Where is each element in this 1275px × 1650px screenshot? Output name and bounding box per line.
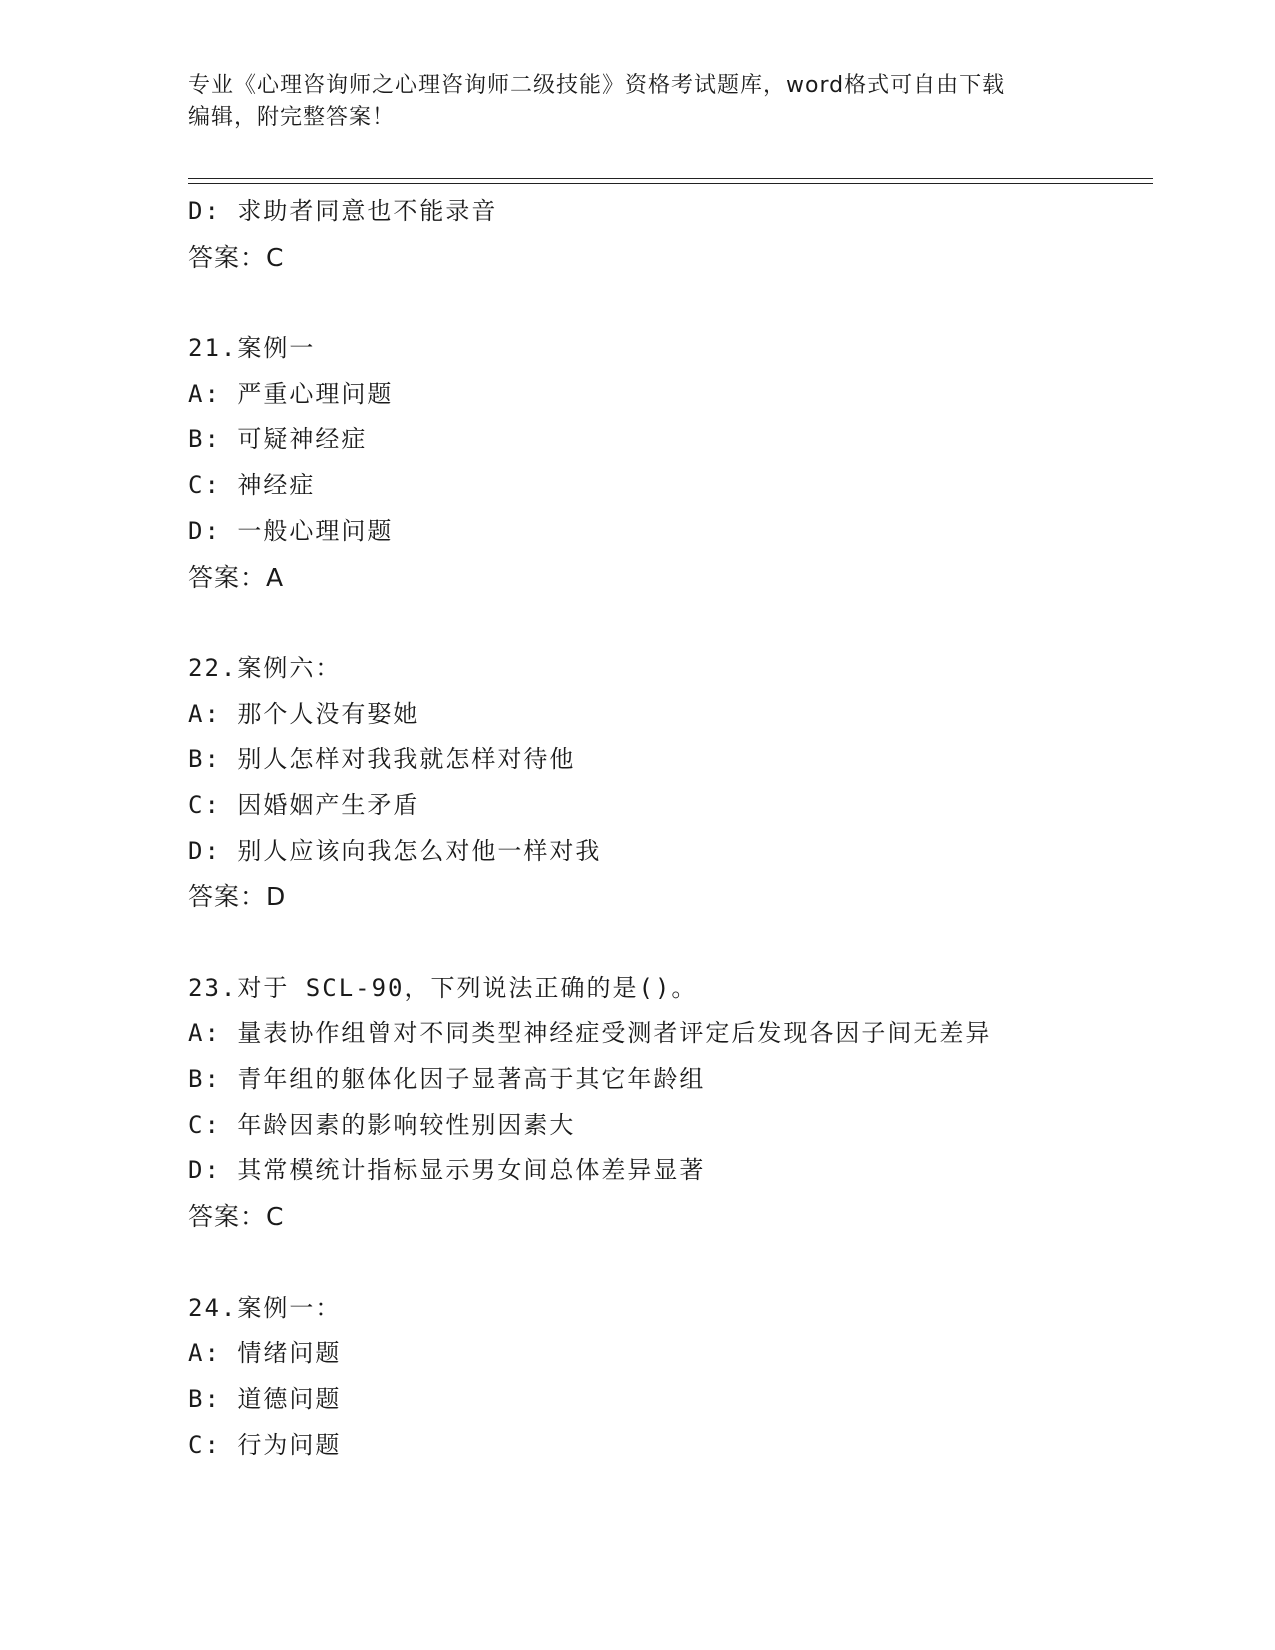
option-c: C: 年龄因素的影响较性别因素大 <box>188 1110 576 1139</box>
answer-line: 答案：D <box>188 882 287 912</box>
option-b: B: 青年组的躯体化因子显著高于其它年龄组 <box>188 1065 706 1094</box>
option-d: D: 求助者同意也不能录音 <box>188 197 498 225</box>
option-a: A: 量表协作组曾对不同类型神经症受测者评定后发现各因子间无差异 <box>188 1019 992 1048</box>
option-b: B: 道德问题 <box>188 1384 342 1413</box>
answer-line: 答案：A <box>188 562 285 592</box>
header-divider-bottom <box>188 183 1153 184</box>
question-stem: 24.案例一： <box>188 1293 342 1322</box>
header-divider-top <box>188 178 1153 179</box>
option-c: C: 行为问题 <box>188 1430 342 1459</box>
question-stem: 21.案例一 <box>188 334 316 363</box>
option-d: D: 其常模统计指标显示男女间总体差异显著 <box>188 1156 706 1185</box>
option-b: B: 别人怎样对我我就怎样对待他 <box>188 745 576 774</box>
question-stem: 22.案例六： <box>188 653 342 682</box>
option-c: C: 神经症 <box>188 471 316 500</box>
option-b: B: 可疑神经症 <box>188 425 368 454</box>
option-d: D: 别人应该向我怎么对他一样对我 <box>188 836 602 865</box>
question-list <box>188 189 1153 1468</box>
option-a: A: 情绪问题 <box>188 1339 342 1368</box>
answer-line: 答案：C <box>188 242 285 272</box>
option-d: D: 一般心理问题 <box>188 516 394 545</box>
header-line-2: 编辑，附完整答案！ <box>188 105 396 130</box>
option-a: A: 那个人没有娶她 <box>188 699 420 728</box>
document-header <box>188 70 1088 134</box>
option-a: A: 严重心理问题 <box>188 379 394 408</box>
answer-line: 答案：C <box>188 1202 285 1232</box>
option-c: C: 因婚姻产生矛盾 <box>188 790 420 819</box>
header-line-1: 专业《心理咨询师之心理咨询师二级技能》资格考试题库，word格式可自由下载 <box>188 73 1006 98</box>
question-stem: 23.对于 SCL-90，下列说法正确的是()。 <box>188 973 698 1002</box>
